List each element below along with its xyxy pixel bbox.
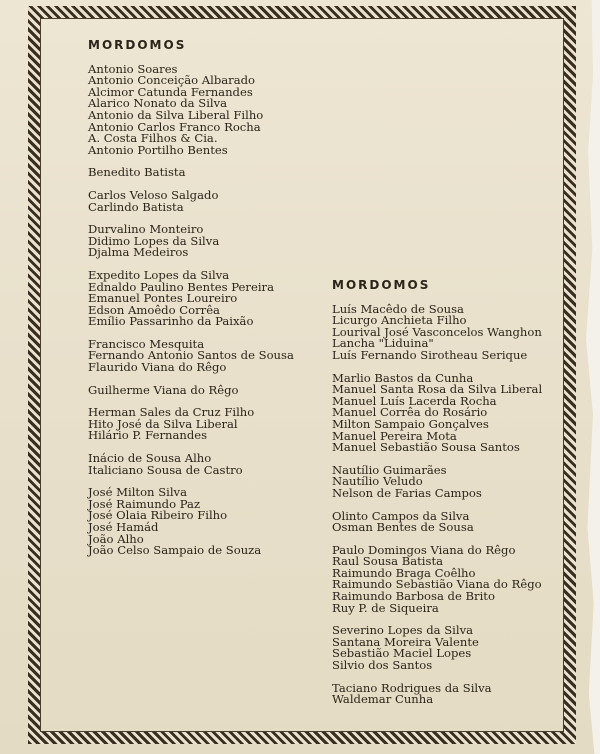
list-item: Antonio Portilho Bentes <box>88 142 228 157</box>
list-item: Lancha "Liduina" <box>332 336 434 351</box>
list-item: Ruy P. de Siqueira <box>332 600 439 615</box>
list-item: Raul Sousa Batista <box>332 554 444 569</box>
left-name-groups <box>88 61 318 558</box>
name-group <box>332 370 567 455</box>
list-item: Carlindo Batista <box>88 199 184 214</box>
list-item: Djalma Medeiros <box>88 245 189 260</box>
right-name-groups <box>332 301 567 707</box>
list-item: Durvalino Monteiro <box>88 222 204 237</box>
name-group <box>88 187 318 214</box>
list-item: Silvio dos Santos <box>332 658 433 673</box>
list-item: Emílio Passarinho da Paixão <box>88 314 254 329</box>
list-item: Flaurido Viana do Rêgo <box>88 360 227 375</box>
left-heading: MORDOMOS <box>88 38 187 52</box>
list-item: Sebastião Maciel Lopes <box>332 646 472 661</box>
list-item: Osman Bentes de Sousa <box>332 520 474 535</box>
name-group <box>332 625 567 671</box>
name-group <box>88 267 318 329</box>
list-item: Manuel Pereira Mota <box>332 428 457 443</box>
list-item: Herman Sales da Cruz Filho <box>88 405 255 420</box>
list-item: Lourival José Vasconcelos Wanghon <box>332 324 542 339</box>
list-item: José Hamád <box>88 520 159 534</box>
list-item: Antonio Conceição Albarado <box>88 73 256 88</box>
list-item: Alarico Nonato da Silva <box>88 96 228 111</box>
list-item: Carlos Veloso Salgado <box>88 187 219 202</box>
list-item: Olinto Campos da Silva <box>332 508 470 523</box>
list-item: A. Costa Filhos & Cia. <box>88 131 218 146</box>
list-item: Raimundo Barbosa de Brito <box>332 589 495 604</box>
left-column <box>88 40 318 568</box>
list-item: Ednaldo Paulino Bentes Pereira <box>88 279 274 294</box>
name-group <box>332 542 567 615</box>
list-item: Edson Amoêdo Corrêa <box>88 302 220 317</box>
list-item: Alcimor Catunda Fernandes <box>88 84 253 99</box>
list-item: João Celso Sampaio de Souza <box>88 543 262 558</box>
list-item: Expedito Lopes da Silva <box>88 267 230 282</box>
name-group <box>88 61 318 157</box>
name-group <box>88 224 318 259</box>
name-group <box>88 487 318 557</box>
name-group <box>332 462 567 500</box>
list-item: Manuel Corrêa do Rosário <box>332 405 488 420</box>
right-heading: MORDOMOS <box>332 278 431 292</box>
list-item: José Olaia Ribeiro Filho <box>88 508 228 523</box>
list-item: Antonio da Silva Liberal Filho <box>88 107 264 122</box>
list-item: Severino Lopes da Silva <box>332 623 474 638</box>
name-group <box>332 508 567 535</box>
list-item: Manuel Luís Lacerda Rocha <box>332 393 497 408</box>
list-item: Nautílio Veludo <box>332 474 423 489</box>
name-group <box>88 382 318 397</box>
list-item: Milton Sampaio Gonçalves <box>332 416 489 431</box>
list-item: Luís Fernando Sirotheau Serique <box>332 347 528 362</box>
list-item: Hilário P. Fernandes <box>88 428 208 443</box>
list-item: José Raimundo Paz <box>88 496 201 511</box>
list-item: Paulo Domingos Viana do Rêgo <box>332 542 516 557</box>
list-item: Francisco Mesquita <box>88 336 205 351</box>
right-column <box>332 280 567 717</box>
name-group <box>88 336 318 375</box>
list-item: Marlio Bastos da Cunha <box>332 370 474 385</box>
list-item: Nautílio Guimarães <box>332 462 447 477</box>
name-group <box>88 407 318 442</box>
list-item: João Alho <box>88 531 144 546</box>
list-item: Inácio de Sousa Alho <box>88 451 212 466</box>
torn-page-edge <box>586 0 600 754</box>
name-group <box>88 167 318 179</box>
name-group <box>88 453 318 476</box>
list-item: Taciano Rodrigues da Silva <box>332 680 492 695</box>
list-item: Antonio Soares <box>88 61 178 76</box>
list-item: Waldemar Cunha <box>332 692 434 707</box>
list-item: Luís Macêdo de Sousa <box>332 301 464 316</box>
list-item: Hito José da Silva Liberal <box>88 416 238 431</box>
list-item: Manuel Sebastião Sousa Santos <box>332 440 520 455</box>
list-item: Licurgo Anchieta Filho <box>332 313 467 328</box>
list-item: José Milton Silva <box>88 485 188 500</box>
list-item: Santana Moreira Valente <box>332 634 479 649</box>
list-item: Nelson de Farias Campos <box>332 485 482 500</box>
list-item: Didimo Lopes da Silva <box>88 233 220 248</box>
list-item: Benedito Batista <box>88 165 186 180</box>
list-item: Raimundo Braga Coêlho <box>332 565 476 580</box>
list-item: Guilherme Viana do Rêgo <box>88 382 239 397</box>
name-group <box>332 301 567 362</box>
list-item: Fernando Antonio Santos de Sousa <box>88 348 294 363</box>
list-item: Emanuel Pontes Loureiro <box>88 291 238 306</box>
list-item: Antonio Carlos Franco Rocha <box>88 119 261 134</box>
list-item: Italiciano Sousa de Castro <box>88 462 243 477</box>
list-item: Raimundo Sebastião Viana do Rêgo <box>332 577 542 592</box>
list-item: Manuel Santa Rosa da Silva Liberal <box>332 382 543 397</box>
name-group <box>332 680 567 707</box>
